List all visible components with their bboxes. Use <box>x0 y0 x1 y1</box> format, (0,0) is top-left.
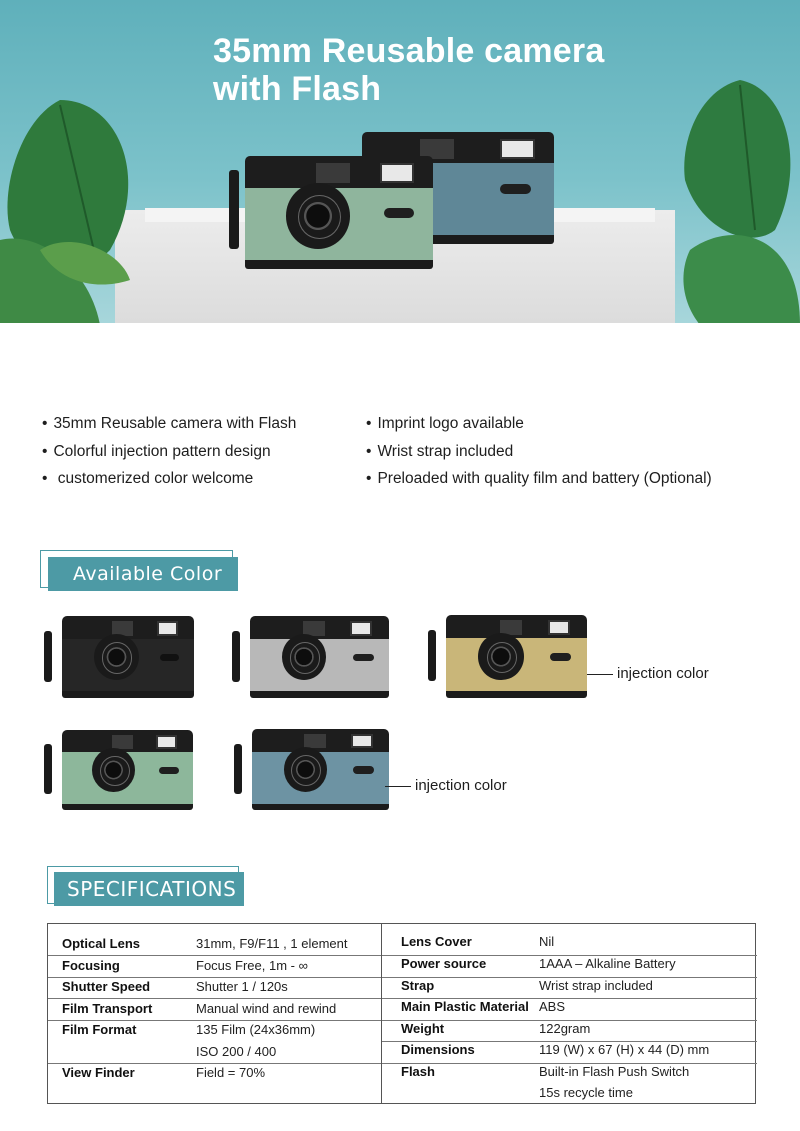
spec-row <box>382 1082 757 1104</box>
spec-key: Film Transport <box>62 1000 153 1016</box>
camera-black <box>62 616 194 698</box>
feature-list-right <box>366 414 712 497</box>
feature-list-left <box>42 414 296 497</box>
hero-title <box>213 32 633 108</box>
spec-row <box>48 976 381 998</box>
injection-color-note: injection color <box>587 665 709 682</box>
hero-banner <box>0 0 800 323</box>
spec-key: Focusing <box>62 957 120 973</box>
spec-key: Strap <box>401 977 435 993</box>
spec-row <box>48 1019 381 1041</box>
spec-key: Main Plastic Material <box>401 999 529 1014</box>
spec-row <box>48 1062 381 1084</box>
spec-key: Lens Cover <box>401 934 472 949</box>
spec-value: 31mm, F9/F11 , 1 element <box>196 936 348 951</box>
spec-row <box>382 1018 757 1040</box>
hero-title-line1: 35mm Reusable camera <box>213 32 605 70</box>
spec-key: Shutter Speed <box>62 979 151 994</box>
camera-sand <box>446 615 587 698</box>
spec-row <box>382 953 757 975</box>
spec-value: Field = 70% <box>196 1065 266 1080</box>
spec-row <box>48 998 381 1020</box>
feature-item: • Imprint logo available <box>366 414 712 442</box>
feature-item: • 35mm Reusable camera with Flash <box>42 414 296 442</box>
spec-row <box>48 955 381 977</box>
spec-row <box>48 933 381 955</box>
camera-grey <box>250 616 389 698</box>
spec-row <box>382 1039 757 1061</box>
spec-row <box>382 931 757 953</box>
feature-item: • Wrist strap included <box>366 442 712 470</box>
specifications-label: SPECIFICATIONS <box>54 872 244 906</box>
feature-item: • Colorful injection pattern design <box>42 442 296 470</box>
spec-value: 1AAA – Alkaline Battery <box>539 956 676 971</box>
injection-color-note: injection color <box>385 777 507 794</box>
spec-value: 119 (W) x 67 (H) x 44 (D) mm <box>539 1042 710 1057</box>
spec-key: Dimensions <box>401 1042 475 1057</box>
spec-value: Manual wind and rewind <box>196 1000 337 1016</box>
spec-key: Optical Lens <box>62 936 141 951</box>
camera-green <box>62 730 193 810</box>
spec-value: Shutter 1 / 120s <box>196 979 288 994</box>
spec-row <box>382 1061 757 1083</box>
spec-value: ISO 200 / 400 <box>196 1043 277 1059</box>
spec-value: Focus Free, 1m - ∞ <box>196 957 308 973</box>
spec-key: Weight <box>401 1020 445 1036</box>
spec-value: ABS <box>539 999 566 1014</box>
feature-item: • customerized color welcome <box>42 469 296 497</box>
spec-key: Film Format <box>62 1022 137 1037</box>
camera-blue <box>252 729 389 810</box>
spec-row <box>382 975 757 997</box>
spec-value: 135 Film (24x36mm) <box>196 1022 316 1037</box>
spec-value: 15s recycle time <box>539 1085 633 1100</box>
spec-value: 122gram <box>539 1020 591 1036</box>
spec-value: Built-in Flash Push Switch <box>539 1063 690 1079</box>
spec-row <box>382 996 757 1018</box>
hero-camera-green <box>245 156 433 269</box>
specifications-table <box>47 923 756 1104</box>
spec-value: Nil <box>539 934 555 949</box>
feature-item: • Preloaded with quality film and battery (Optional) <box>366 469 712 497</box>
spec-key: Flash <box>401 1063 435 1079</box>
spec-key: View Finder <box>62 1065 135 1080</box>
palm-leaf-right-icon <box>680 80 800 323</box>
available-color-label: Available Color <box>48 557 238 591</box>
palm-leaf-left-icon <box>0 80 150 323</box>
hero-title-line2: with Flash <box>213 70 382 108</box>
spec-value: Wrist strap included <box>539 977 653 993</box>
spec-key: Power source <box>401 956 487 971</box>
spec-row <box>48 1041 381 1063</box>
